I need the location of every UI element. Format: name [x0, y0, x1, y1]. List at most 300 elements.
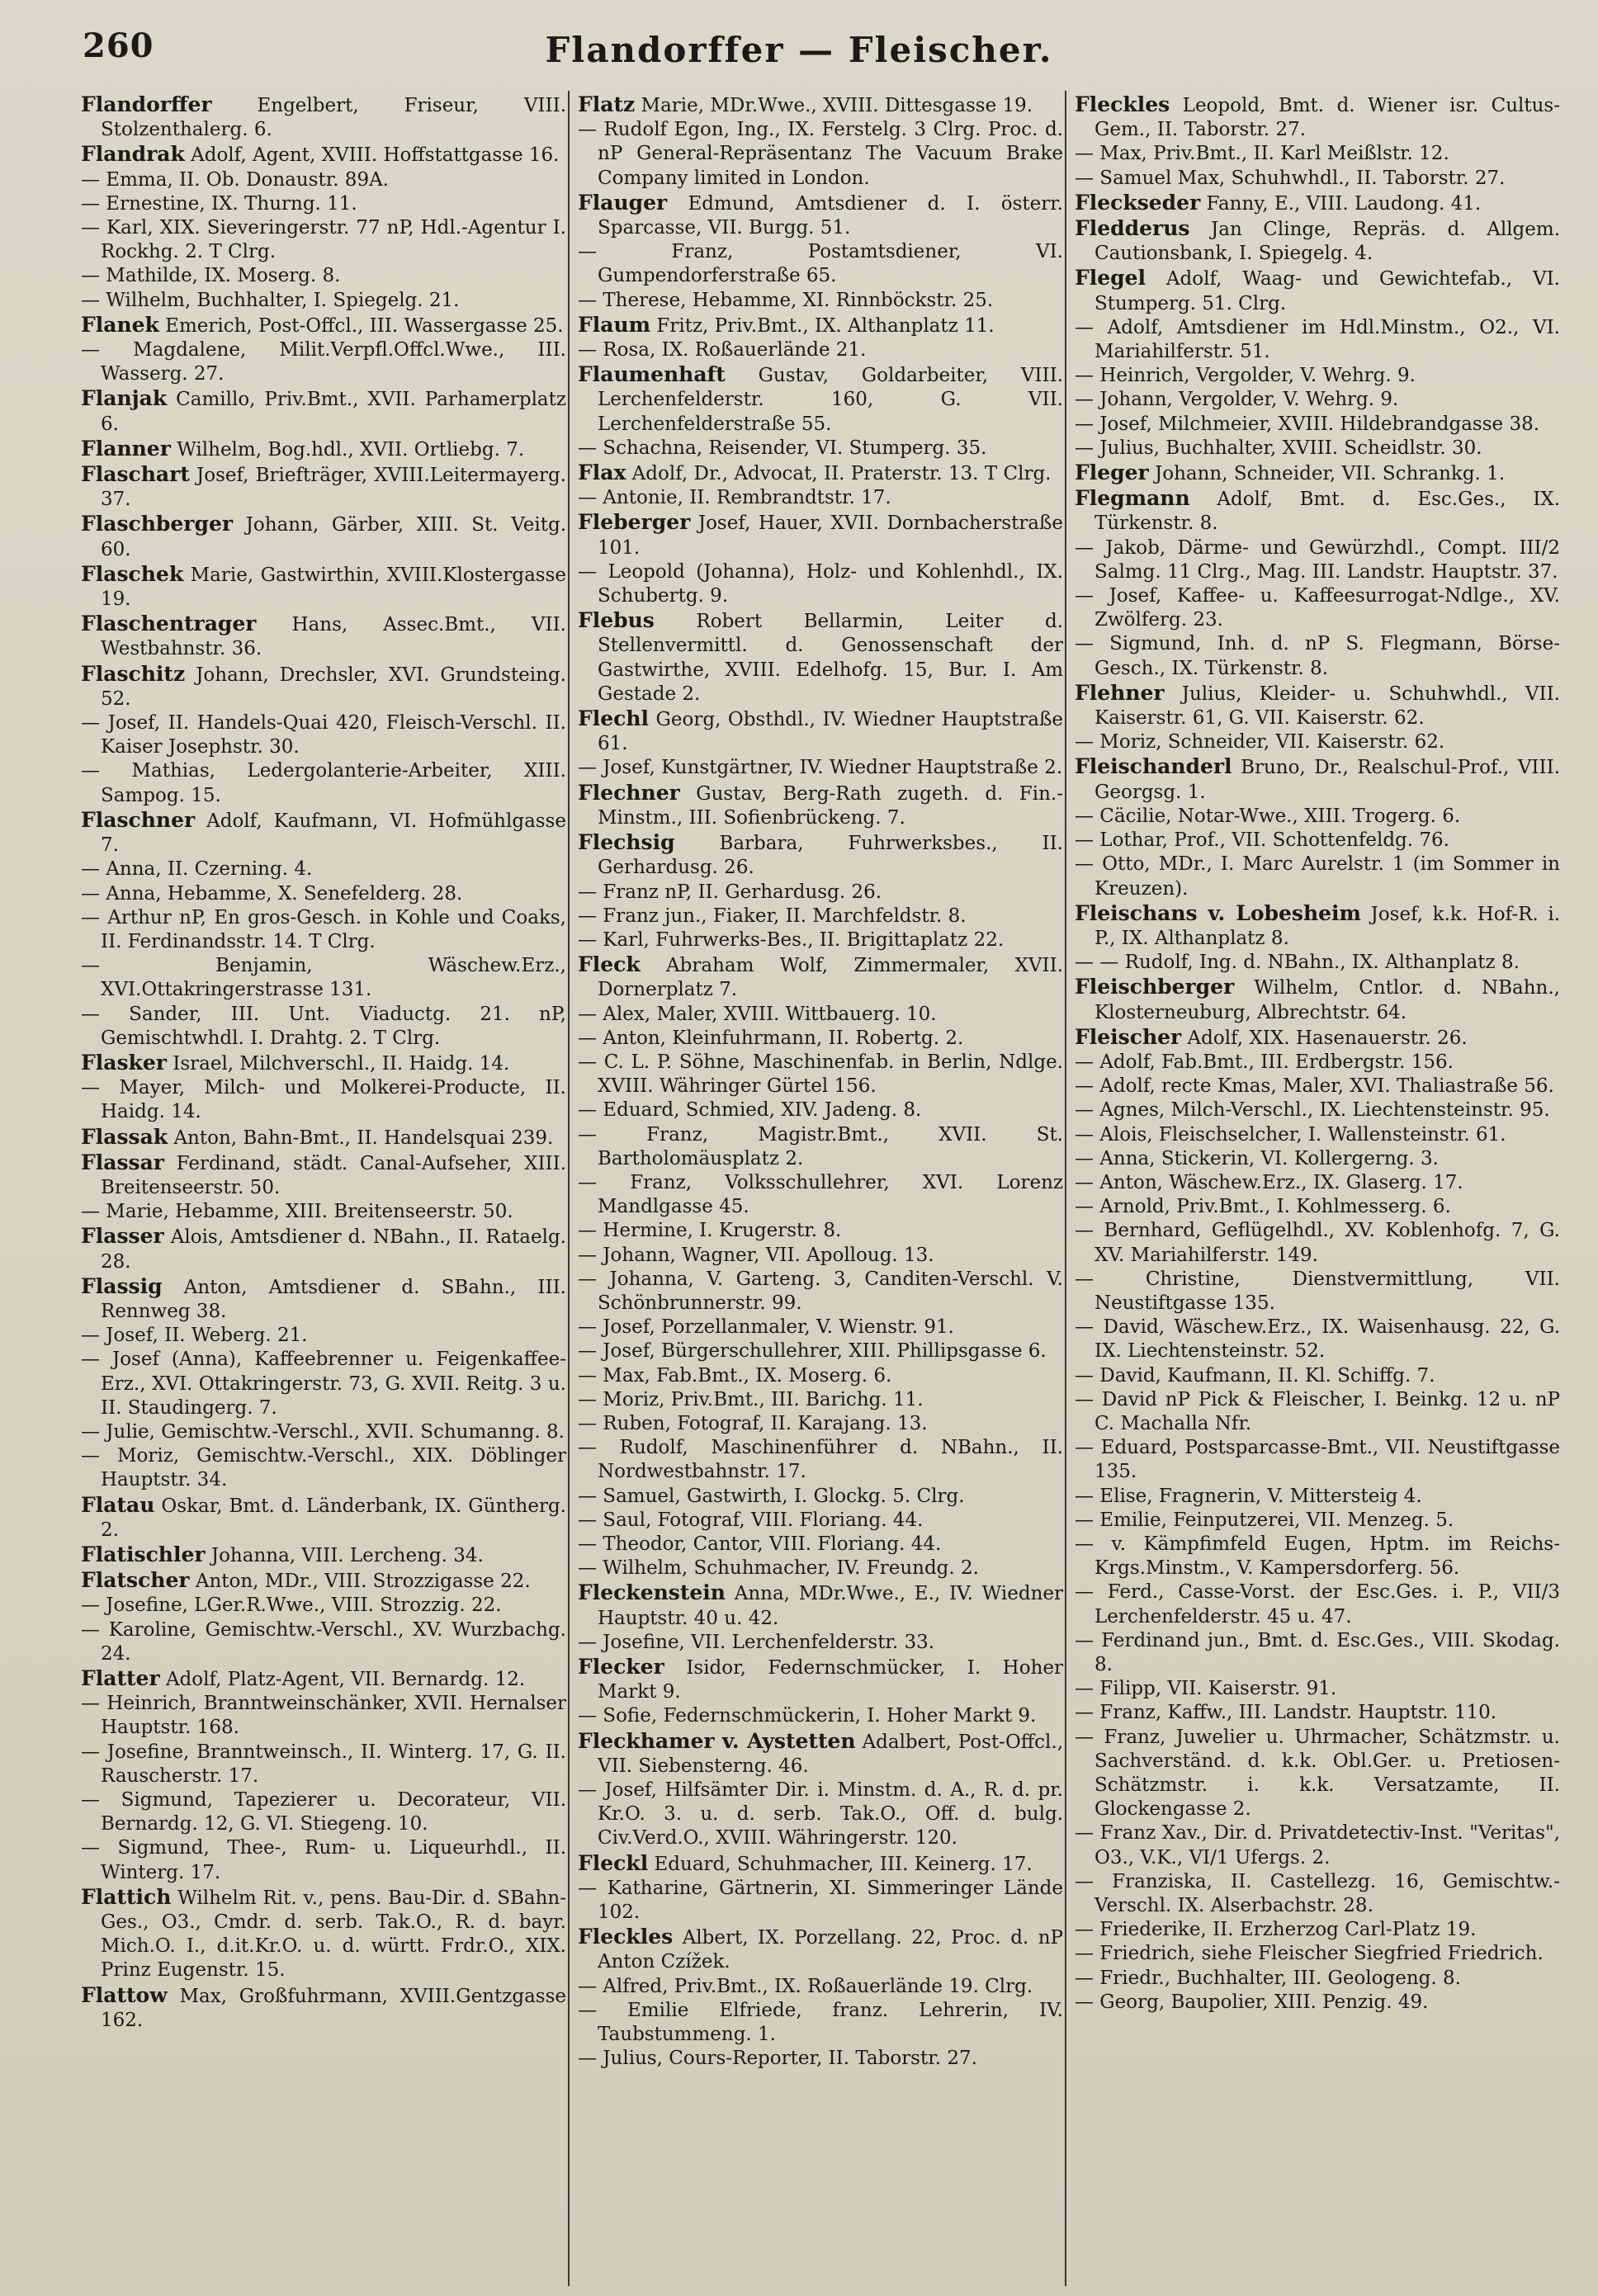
entry-text: — Ferdinand jun., Bmt. d. Esc.Ges., VIII. Skodag. 8. [1075, 1629, 1560, 1675]
entry-text: Hans, Assec.Bmt., VII. Westbahnstr. 36. [101, 614, 566, 660]
directory-entry [578, 1244, 1063, 1268]
entry-text: — Josef, II. Weberg. 21. [81, 1325, 308, 1347]
directory-entry [81, 1200, 566, 1224]
entry-text: — Magdalene, Milit.Verpfl.Offcl.Wwe., III. Wasserg. 27. [81, 339, 566, 385]
entry-text: — Johanna, V. Garteng. 3, Canditen-Verschl. V. Schönbrunnerstr. 99. [578, 1268, 1063, 1314]
directory-entry [1075, 829, 1560, 853]
entry-surname: Flaschner [81, 807, 196, 832]
directory-entry [578, 608, 1063, 706]
entry-surname: Flaschberger [81, 512, 234, 536]
entry-text: — Jakob, Därme- und Gewürzhdl., Compt. III/2 Salmg. 11 Clrg., Mag. III. Landstr. Hauptstr. 37. [1075, 536, 1560, 583]
directory-entry [578, 1123, 1063, 1171]
directory-entry [578, 461, 1063, 486]
entry-text: — Leopold (Johanna), Holz- und Kohlenhdl., IX. Schubertg. 9. [578, 560, 1063, 607]
directory-entry [1075, 1509, 1560, 1533]
directory-entry [1075, 1098, 1560, 1122]
directory-entry [81, 313, 566, 338]
entry-text: — Emilie, Feinputzerei, VII. Menzeg. 5. [1075, 1509, 1454, 1531]
entry-text: — Lothar, Prof., VII. Schottenfeldg. 76. [1075, 829, 1449, 852]
entry-text: Gustav, Goldarbeiter, VIII. Lerchenfelderstr. 160, G. VII. Lerchenfelderstraße 55. [598, 365, 1064, 435]
directory-entry [1075, 853, 1560, 900]
directory-entry [578, 1999, 1063, 2047]
entry-text: — Max, Fab.Bmt., IX. Moserg. 6. [578, 1364, 892, 1387]
directory-entry [81, 462, 566, 512]
entry-surname: Flecker [578, 1655, 664, 1679]
directory-entry [578, 881, 1063, 905]
entry-text: Eduard, Schuhmacher, III. Keinerg. 17. [654, 1853, 1033, 1875]
column-2 [578, 92, 1063, 2071]
directory-entry [81, 882, 566, 906]
directory-entry [1075, 142, 1560, 166]
entry-surname: Fleckles [578, 1925, 674, 1949]
entry-text: — Josefine, LGer.R.Wwe., VIII. Strozzig. 22. [81, 1594, 502, 1617]
entry-text: Marie, Gastwirthin, XVIII.Klostergasse 19. [101, 564, 566, 611]
directory-entry [1075, 1701, 1560, 1725]
directory-entry [1075, 730, 1560, 754]
entry-text: Johann, Gärber, XIII. St. Veitg. 60. [101, 514, 567, 560]
directory-entry [1075, 1051, 1560, 1075]
directory-entry [578, 706, 1063, 756]
directory-entry [578, 1851, 1063, 1877]
entry-text: — Benjamin, Wäschew.Erz., XVI.Ottakringerstrasse 131. [81, 955, 566, 1001]
directory-entry [1075, 486, 1560, 536]
directory-entry [1075, 805, 1560, 829]
entry-surname: Flasser [81, 1224, 164, 1249]
entry-text: Adolf, Bmt. d. Esc.Ges., IX. Türkenstr. 8. [1094, 489, 1560, 535]
directory-entry [81, 662, 566, 711]
entry-text: Johanna, VIII. Lercheng. 34. [210, 1544, 484, 1566]
entry-text: Anton, Bahn-Bmt., II. Handelsquai 239. [173, 1127, 554, 1149]
entry-surname: Fleischanderl [1075, 754, 1232, 779]
column-1 [81, 92, 566, 2033]
directory-entry [578, 1704, 1063, 1728]
directory-entry [578, 1388, 1063, 1412]
entry-text: — Otto, MDr., I. Marc Aurelstr. 1 (im Sommer in Kreuzen). [1075, 853, 1560, 900]
entry-surname: Flebus [578, 608, 655, 633]
entry-surname: Fleckhamer v. Aystetten [578, 1728, 856, 1753]
entry-text: — Josef, Milchmeier, XVIII. Hildebrandgasse 38. [1075, 413, 1540, 435]
directory-entry [578, 928, 1063, 952]
entry-text: — Hermine, I. Krugerstr. 8. [578, 1220, 842, 1242]
entry-surname: Flasker [81, 1050, 167, 1075]
entry-surname: Fleischer [1075, 1024, 1182, 1049]
entry-surname: Flechner [578, 780, 680, 805]
entry-text: — Rudolf Egon, Ing., IX. Ferstelg. 3 Clrg. Proc. d. nP General-Repräsentanz The Vacuum Brake Company limited in London. [578, 119, 1063, 189]
entry-text: Adolf, Platz-Agent, VII. Bernardg. 12. [165, 1669, 526, 1690]
entry-text: — Friederike, II. Erzherzog Carl-Platz 19. [1075, 1919, 1477, 1941]
directory-entry [1075, 1025, 1560, 1051]
directory-entry [81, 437, 566, 462]
directory-entry [1075, 1388, 1560, 1436]
directory-entry [81, 386, 566, 436]
directory-entry [1075, 1436, 1560, 1484]
directory-entry [1075, 1195, 1560, 1219]
entry-text: — Adolf, Fab.Bmt., III. Erdbergstr. 156. [1075, 1051, 1454, 1073]
entry-text: Alois, Amtsdiener d. NBahn., II. Rataelg. 28. [101, 1226, 566, 1273]
entry-text: — Franz, Volksschullehrer, XVI. Lorenz Mandlgasse 45. [578, 1171, 1063, 1218]
entry-text: — Schachna, Reisender, VI. Stumperg. 35. [578, 437, 987, 459]
entry-text: — Josef, Bürgerschullehrer, XIII. Phillipsgasse 6. [578, 1340, 1047, 1363]
directory-entry [578, 952, 1063, 1002]
directory-entry [1075, 364, 1560, 388]
entry-text: — Franz, Magistr.Bmt., XVII. St. Bartholomäusplatz 2. [578, 1123, 1063, 1169]
entry-text: — Franz nP, II. Gerhardusg. 26. [578, 881, 882, 903]
entry-text: Max, Großfuhrmann, XVIII.Gentzgasse 162. [101, 1985, 567, 2031]
entry-text: — Antonie, II. Rembrandtstr. 17. [578, 487, 891, 509]
entry-text: — Franz jun., Fiaker, II. Marchfeldstr. 8. [578, 905, 967, 927]
entry-text: — Julius, Buchhalter, XVIII. Scheidlstr. 30. [1075, 437, 1482, 459]
directory-entry [1075, 1219, 1560, 1267]
directory-entry [81, 1568, 566, 1594]
directory-entry [578, 1316, 1063, 1339]
entry-text: Josef, k.k. Hof-R. i. P., IX. Althanplatz 8. [1094, 903, 1560, 949]
directory-entry [578, 191, 1063, 240]
entry-text: Camillo, Priv.Bmt., XVII. Parhamerplatz 6. [101, 389, 567, 435]
entry-text: — Ferd., Casse-Vorst. der Esc.Ges. i. P., VII/3 Lerchenfelderstr. 45 u. 47. [1075, 1581, 1560, 1628]
entry-surname: Fleischberger [1075, 975, 1235, 999]
directory-entry [81, 1224, 566, 1273]
entry-text: — Emma, II. Ob. Donaustr. 89A. [81, 168, 389, 191]
entry-surname: Flatischler [81, 1542, 206, 1566]
entry-text: — Johann, Wagner, VII. Apolloug. 13. [578, 1244, 934, 1266]
entry-surname: Flaschitz [81, 661, 186, 686]
directory-entry [578, 118, 1063, 191]
directory-entry [81, 1542, 566, 1568]
directory-entry [1075, 1268, 1560, 1316]
entry-text: Fanny, E., VIII. Laudong. 41. [1206, 192, 1482, 215]
directory-entry [578, 1219, 1063, 1243]
entry-text: Fritz, Priv.Bmt., IX. Althanplatz 11. [656, 314, 995, 337]
directory-entry [81, 954, 566, 1002]
directory-entry [1075, 1629, 1560, 1677]
entry-text: — Rosa, IX. Roßauerlände 21. [578, 339, 867, 361]
entry-text: — Elise, Fragnerin, V. Mittersteig 4. [1075, 1485, 1422, 1507]
entry-text: — Josefine, Branntweinsch., II. Winterg. 17, G. II. Rauscherstr. 17. [81, 1741, 566, 1787]
entry-text: Anna, MDr.Wwe., E., IV. Wiedner Hauptstr. 40 u. 42. [598, 1583, 1064, 1629]
entry-text: — Mayer, Milch- und Molkerei-Producte, II. Haidg. 14. [81, 1077, 566, 1123]
entry-surname: Flassar [81, 1150, 164, 1174]
entry-text: — Josef, Kunstgärtner, IV. Wiedner Hauptstraße 2. [578, 757, 1063, 779]
entry-text: — Katharine, Gärtnerin, XI. Simmeringer Lände 102. [578, 1877, 1063, 1924]
directory-entry [578, 1925, 1063, 1974]
entry-surname: Flegel [1075, 266, 1146, 291]
entry-text: — Franz Xav., Dir. d. Privatdetectiv-Inst. "Veritas", O3., V.K., VI/1 Ufergs. 2. [1075, 1822, 1560, 1868]
directory-entry [81, 1420, 566, 1444]
directory-entry [1075, 437, 1560, 461]
directory-entry [81, 1836, 566, 1884]
entry-surname: Fleckles [1075, 92, 1170, 116]
entry-text: — Josef, II. Handels-Quai 420, Fleisch-Verschl. II. Kaiser Josephstr. 30. [81, 712, 566, 758]
directory-entry [1075, 413, 1560, 437]
directory-entry [1075, 316, 1560, 364]
directory-entry [1075, 1533, 1560, 1580]
directory-entry [81, 1493, 566, 1542]
entry-surname: Flechl [578, 706, 650, 731]
entry-surname: Flaschart [81, 462, 190, 487]
directory-entry [81, 1348, 566, 1420]
directory-entry [578, 1364, 1063, 1388]
directory-entry [81, 512, 566, 561]
entry-text: Engelbert, Friseur, VIII. Stolzenthalerg. 6. [101, 95, 567, 141]
entry-text: Adolf, Kaufmann, VI. Hofmühlgasse 7. [101, 810, 566, 857]
entry-surname: Flax [578, 461, 626, 485]
directory-entry [1075, 681, 1560, 730]
entry-text: — Sander, III. Unt. Viaductg. 21. nP, Gemischtwhdl. I. Drahtg. 2. T Clrg. [81, 1003, 566, 1049]
directory-entry [578, 1557, 1063, 1580]
directory-entry [1075, 1942, 1560, 1966]
entry-text: Edmund, Amtsdiener d. I. österr. Sparcasse, VII. Burgg. 51. [598, 192, 1063, 239]
directory-entry [578, 1268, 1063, 1316]
directory-entry [1075, 92, 1560, 142]
entry-text: Adalbert, Post-Offcl., VII. Siebensterng. 46. [598, 1731, 1064, 1777]
directory-entry [578, 1436, 1063, 1484]
directory-entry [578, 781, 1063, 830]
entry-text: — Adolf, recte Kmas, Maler, XVI. Thaliastraße 56. [1075, 1075, 1554, 1098]
entry-text: — Anton, Kleinfuhrmann, II. Robertg. 2. [578, 1027, 964, 1049]
directory-entry [578, 1779, 1063, 1851]
directory-entry [81, 1983, 566, 2033]
directory-entry [1075, 1580, 1560, 1628]
directory-entry [81, 338, 566, 386]
directory-entry [81, 759, 566, 807]
entry-surname: Flatau [81, 1492, 155, 1517]
directory-entry [81, 1666, 566, 1692]
directory-entry [578, 1509, 1063, 1533]
directory-entry [578, 1631, 1063, 1655]
entry-text: Josef, Briefträger, XVIII.Leitermayerg. 37. [101, 465, 567, 511]
directory-entry [578, 1003, 1063, 1027]
directory-entry [1075, 266, 1560, 315]
directory-entry [1075, 1171, 1560, 1195]
entry-text: — Alex, Maler, XVIII. Wittbauerg. 10. [578, 1003, 937, 1025]
entry-surname: Fleckenstein [578, 1580, 726, 1605]
entry-surname: Flanjak [81, 386, 168, 411]
entry-text: Anton, MDr., VIII. Strozzigasse 22. [195, 1571, 531, 1593]
directory-entry [81, 857, 566, 881]
entry-surname: Flattow [81, 1982, 168, 2007]
page-number: 260 [83, 26, 154, 65]
directory-entry [578, 1098, 1063, 1122]
entry-text: — Wilhelm, Buchhalter, I. Spiegelg. 21. [81, 289, 460, 311]
entry-text: Israel, Milchverschl., II. Haidg. 14. [173, 1052, 510, 1075]
entry-text: — Friedrich, siehe Fleischer Siegfried Friedrich. [1075, 1943, 1544, 1965]
entry-text: — Karl, XIX. Sieveringerstr. 77 nP, Hdl.-Agentur I. Rockhg. 2. T Clrg. [81, 217, 566, 263]
entry-surname: Flehner [1075, 680, 1165, 705]
entry-surname: Flatscher [81, 1568, 190, 1593]
entry-text: — Mathilde, IX. Moserg. 8. [81, 265, 341, 287]
directory-entry [81, 612, 566, 661]
directory-entry [578, 1171, 1063, 1219]
directory-entry [81, 711, 566, 759]
directory-entry [1075, 1677, 1560, 1701]
entry-text: Anton, Amtsdiener d. SBahn., III. Rennweg 38. [101, 1276, 566, 1322]
directory-entry [81, 1885, 566, 1983]
directory-entry [1075, 461, 1560, 486]
entry-text: Gustav, Berg-Rath zugeth. d. Fin.-Minstm., III. Sofienbrückeng. 7. [598, 782, 1063, 829]
entry-text: Ferdinand, städt. Canal-Aufseher, XIII. Breitenseerstr. 50. [101, 1152, 567, 1198]
directory-entry [1075, 1147, 1560, 1171]
directory-entry [81, 1741, 566, 1788]
directory-entry [1075, 1870, 1560, 1918]
directory-entry [578, 905, 1063, 928]
entry-text: Adolf, XIX. Hasenauerstr. 26. [1187, 1027, 1468, 1049]
directory-entry [578, 756, 1063, 780]
column-divider [1065, 91, 1066, 2286]
directory-entry [578, 560, 1063, 608]
directory-entry [1075, 1821, 1560, 1869]
entry-text: — Ruben, Fotograf, II. Karajang. 13. [578, 1412, 928, 1434]
entry-text: Bruno, Dr., Realschul-Prof., VIII. Georgsg. 1. [1094, 757, 1561, 803]
entry-surname: Flechsig [578, 830, 675, 855]
column-3 [1075, 92, 1560, 2015]
entry-surname: Fleckseder [1075, 190, 1201, 215]
entry-text: — Filipp, VII. Kaiserstr. 91. [1075, 1678, 1337, 1700]
directory-entry [1075, 1967, 1560, 1991]
directory-entry [578, 362, 1063, 437]
entry-text: Marie, MDr.Wwe., XVIII. Dittesgasse 19. [641, 95, 1033, 116]
entry-text: — Josef, Kaffee- u. Kaffeesurrogat-Ndlge., XV. Zwölferg. 23. [1075, 585, 1560, 631]
entry-text: — Christine, Dienstvermittlung, VII. Neustiftgasse 135. [1075, 1268, 1560, 1314]
directory-entry [81, 168, 566, 192]
entry-text: — Sigmund, Thee-, Rum- u. Liqueurhdl., II. Winterg. 17. [81, 1837, 566, 1883]
entry-text: — Georg, Baupolier, XIII. Penzig. 49. [1075, 1991, 1429, 2013]
directory-entry [578, 1412, 1063, 1436]
directory-entry [81, 1788, 566, 1836]
directory-entry [81, 1051, 566, 1076]
entry-surname: Flattich [81, 1884, 172, 1909]
entry-text: — Bernhard, Geflügelhdl., XV. Koblenhofg. 7, G. XV. Mariahilferstr. 149. [1075, 1220, 1560, 1266]
directory-entry [1075, 1918, 1560, 1942]
directory-entry [81, 1692, 566, 1740]
directory-entry [81, 142, 566, 168]
entry-text: Wilhelm, Cntlor. d. NBahn., Klosterneuburg, Albrechtstr. 64. [1094, 977, 1560, 1023]
entry-text: — David, Kaufmann, II. Kl. Schiffg. 7. [1075, 1364, 1435, 1387]
entry-text: — David nP Pick & Fleischer, I. Beinkg. 12 u. nP C. Machalla Nfr. [1075, 1388, 1560, 1434]
entry-surname: Flaschek [81, 561, 184, 586]
entry-text: — Arthur nP, En gros-Gesch. in Kohle und Coaks, II. Ferdinandsstr. 14. T Clrg. [81, 906, 566, 952]
directory-entry [578, 1485, 1063, 1509]
directory-entry [81, 1274, 566, 1324]
entry-surname: Flatz [578, 92, 636, 116]
directory-entry [1075, 216, 1560, 266]
directory-entry [81, 192, 566, 216]
directory-entry [578, 1580, 1063, 1630]
entry-text: — Friedr., Buchhalter, III. Geologeng. 8. [1075, 1967, 1461, 1989]
entry-text: Johann, Schneider, VII. Schrankg. 1. [1155, 463, 1506, 485]
directory-entry [81, 1594, 566, 1618]
entry-text: — Josefine, VII. Lerchenfelderstr. 33. [578, 1631, 935, 1653]
entry-surname: Flanner [81, 436, 171, 461]
directory-entry [578, 486, 1063, 510]
entry-text: — v. Kämpfimfeld Eugen, Hptm. im Reichs-Krgs.Minstm., V. Kampersdorferg. 56. [1075, 1533, 1560, 1580]
entry-text: — Anna, II. Czerning. 4. [81, 858, 313, 881]
directory-entry [1075, 1364, 1560, 1388]
entry-surname: Fleger [1075, 461, 1149, 485]
directory-entry [1075, 191, 1560, 216]
directory-entry [81, 1125, 566, 1150]
entry-surname: Flassak [81, 1124, 168, 1149]
directory-entry [578, 2047, 1063, 2071]
entry-text: Adolf, Waag- und Gewichtefab., VI. Stumperg. 51. Clrg. [1094, 268, 1560, 314]
entry-text: — Samuel, Gastwirth, I. Glockg. 5. Clrg. [578, 1485, 965, 1507]
directory-entry [81, 92, 566, 142]
entry-text: — Josef, Hilfsämter Dir. i. Minstm. d. A., R. d. pr. Kr.O. 3. u. d. serb. Tak.O., Off. d. bulg. Civ.Verd.O., XVIII. Währingerstr. 120. [578, 1779, 1063, 1850]
entry-text: — David, Wäschew.Erz., IX. Waisenhausg. 22, G. IX. Liechtensteinstr. 52. [1075, 1316, 1560, 1363]
directory-entry [578, 92, 1063, 118]
entry-text: — Mathias, Ledergolanterie-Arbeiter, XIII. Sampog. 15. [81, 760, 566, 806]
entry-text: — Adolf, Amtsdiener im Hdl.Minstm., O2., VI. Mariahilferstr. 51. [1075, 316, 1560, 363]
entry-text: — Rudolf, Maschinenführer d. NBahn., II. Nordwestbahnstr. 17. [578, 1437, 1063, 1483]
directory-entry [1075, 1726, 1560, 1822]
entry-text: — Moriz, Gemischtw.-Verschl., XIX. Döblinger Hauptstr. 34. [81, 1445, 566, 1491]
directory-entry [578, 289, 1063, 313]
entry-surname: Flandorffer [81, 92, 212, 116]
entry-text: — Agnes, Milch-Verschl., IX. Liechtensteinstr. 95. [1075, 1099, 1550, 1122]
entry-text: — Julie, Gemischtw.-Verschl., XVII. Schumanng. 8. [81, 1420, 565, 1443]
entry-text: — Samuel Max, Schuhwhdl., II. Taborstr. 27. [1075, 167, 1506, 189]
directory-entry [81, 1324, 566, 1348]
directory-entry [1075, 901, 1560, 951]
entry-text: — Anna, Stickerin, VI. Kollergerng. 3. [1075, 1147, 1439, 1169]
entry-text: Emerich, Post-Offcl., III. Wassergasse 25. [165, 314, 564, 337]
entry-text: Wilhelm Rit. v., pens. Bau-Dir. d. SBahn-Ges., O3., Cmdr. d. serb. Tak.O., R. d. bayr. Mich.O. I., d.it.Kr.O. u. d. württ. Frdr.O., XIX. Prinz Eugenstr. 15. [101, 1887, 567, 1982]
directory-entry [1075, 536, 1560, 584]
entry-text: Adolf, Agent, XVIII. Hoffstattgasse 16. [191, 144, 560, 167]
directory-entry [81, 216, 566, 264]
entry-text: — Arnold, Priv.Bmt., I. Kohlmesserg. 6. [1075, 1196, 1451, 1218]
entry-text: — Josef, Porzellanmaler, V. Wienstr. 91. [578, 1316, 954, 1339]
entry-surname: Fledderus [1075, 216, 1190, 241]
entry-text: — Alois, Fleischselcher, I. Wallensteinstr. 61. [1075, 1123, 1506, 1146]
entry-surname: Fleberger [578, 510, 691, 535]
entry-surname: Flanek [81, 312, 159, 337]
entry-text: Abraham Wolf, Zimmermaler, XVII. Dornerplatz 7. [598, 955, 1064, 1001]
entry-surname: Fleischans v. Lobesheim [1075, 900, 1361, 925]
entry-surname: Fleck [578, 952, 641, 977]
directory-entry [578, 338, 1063, 362]
directory-entry [578, 510, 1063, 560]
entry-text: — Anna, Hebamme, X. Senefelderg. 28. [81, 882, 463, 905]
entry-text: — C. L. P. Söhne, Maschinenfab. in Berlin, Ndlge. XVIII. Währinger Gürtel 156. [578, 1051, 1063, 1098]
entry-text: — Karl, Fuhrwerks-Bes., II. Brigittaplatz 22. [578, 928, 1005, 951]
entry-text: — Max, Priv.Bmt., II. Karl Meißlstr. 12. [1075, 143, 1449, 165]
entry-text: Oskar, Bmt. d. Länderbank, IX. Güntherg. 2. [101, 1495, 566, 1541]
entry-text: — Franz, Postamtsdiener, VI. Gumpendorferstraße 65. [578, 241, 1063, 287]
entry-text: — Sigmund, Tapezierer u. Decorateur, VII. Bernardg. 12, G. VI. Stiegeng. 10. [81, 1789, 566, 1835]
entry-text: — Johann, Vergolder, V. Wehrg. 9. [1075, 389, 1399, 411]
directory-entry [81, 264, 566, 288]
entry-text: — Heinrich, Vergolder, V. Wehrg. 9. [1075, 365, 1416, 387]
entry-text: — Moriz, Priv.Bmt., III. Barichg. 11. [578, 1388, 924, 1410]
directory-entry [1075, 1991, 1560, 2015]
entry-text: Georg, Obsthdl., IV. Wiedner Hauptstraße 61. [598, 709, 1063, 755]
directory-entry [81, 289, 566, 313]
directory-entry [578, 1339, 1063, 1363]
directory-entry [578, 313, 1063, 338]
entry-surname: Fleckl [578, 1850, 649, 1875]
entry-text: — Theodor, Cantor, VIII. Floriang. 44. [578, 1533, 942, 1555]
directory-entry [1075, 1075, 1560, 1098]
entry-text: — Ernestine, IX. Thurng. 11. [81, 192, 357, 215]
entry-text: Robert Bellarmin, Leiter d. Stellenvermittl. d. Genossenschaft der Gastwirthe, XVIII. Edelhofg. 15, Bur. I. Am Gestade 2. [598, 611, 1064, 705]
directory-entry [81, 1618, 566, 1666]
directory-entry [81, 1076, 566, 1124]
entry-text: — Eduard, Schmied, XIV. Jadeng. 8. [578, 1099, 922, 1122]
directory-entry [1075, 388, 1560, 412]
entry-text: — Sigmund, Inh. d. nP S. Flegmann, Börse-Gesch., IX. Türkenstr. 8. [1075, 633, 1560, 679]
directory-entry [1075, 584, 1560, 632]
directory-entry [1075, 1316, 1560, 1363]
